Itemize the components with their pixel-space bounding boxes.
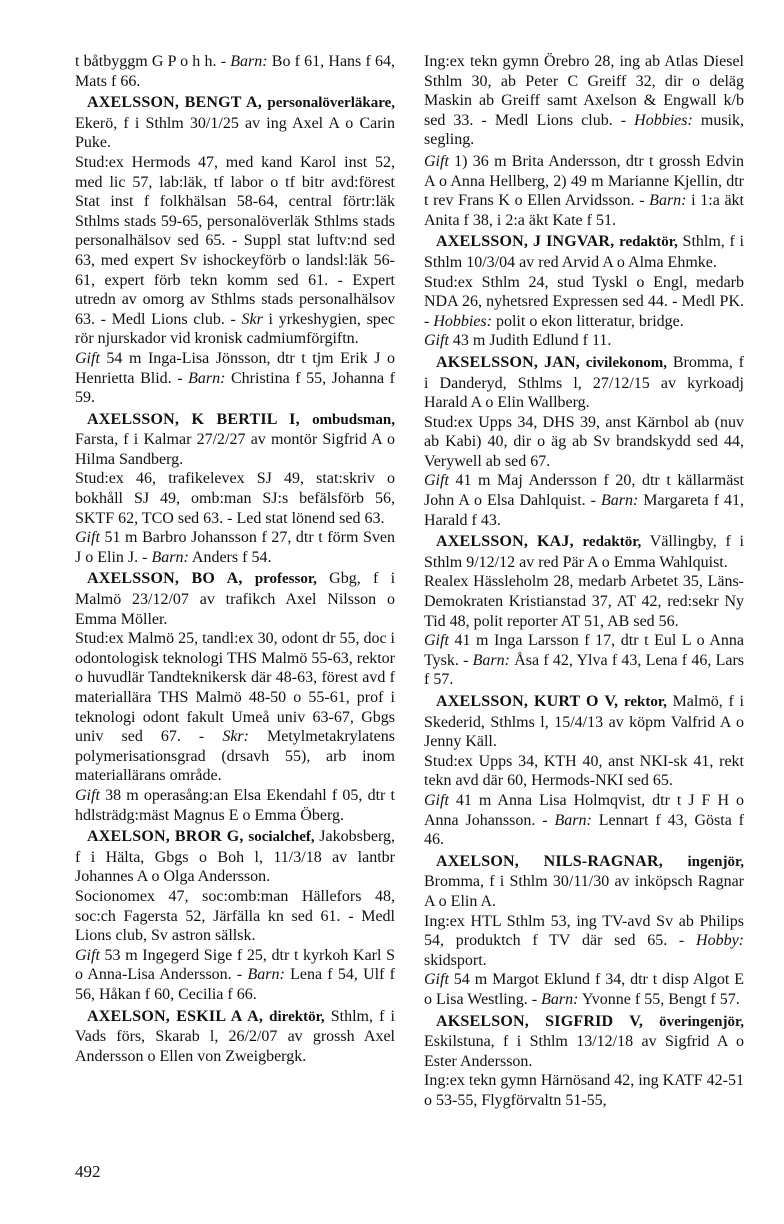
biography-entry [424, 532, 744, 690]
text-segment: t båtbyggm G P o h h. - [75, 53, 231, 70]
italic-label: Barn: [151, 548, 189, 566]
entry-heading [75, 93, 395, 153]
continued-text [75, 52, 395, 91]
entry-name: AKSELSON, SIGFRID V, [436, 1012, 644, 1030]
entry-name: AKSELSSON, JAN, [436, 353, 580, 371]
biography-entry [75, 93, 395, 408]
italic-label: Gift [75, 529, 100, 547]
text-segment: 54 m Margot Eklund f 34, dtr t disp Algot E o Lisa Westling. - [424, 971, 744, 1008]
entry-paragraph [424, 970, 744, 1009]
entry-heading [424, 532, 744, 572]
entry-paragraph [75, 786, 395, 825]
text-segment [663, 853, 688, 870]
italic-label: Gift [424, 332, 449, 350]
italic-label: Gift [75, 349, 100, 367]
entry-heading [75, 410, 395, 470]
biography-entry [75, 827, 395, 1004]
italic-label: Barn: [649, 192, 687, 210]
italic-label: Hobbies: [433, 312, 492, 330]
italic-label: Barn: [188, 369, 226, 387]
text-segment: Åsa f 42, Ylva f 43, Lena f 46, Lars f 57. [424, 651, 744, 689]
entry-name: AXELSON, BROR G, [87, 828, 244, 846]
text-segment [643, 1013, 659, 1030]
biography-entry [424, 692, 744, 850]
text-segment: Eskilstuna, f i Sthlm 13/12/18 av Sigfrid A o Ester Andersson. [424, 1033, 744, 1070]
text-segment: Christina f 55, Johanna f 59. [75, 369, 395, 407]
continued-text [424, 52, 744, 150]
entry-paragraph [424, 791, 744, 850]
italic-label: Skr [241, 310, 263, 328]
text-segment: Bromma, f i Sthlm 30/11/30 av inköpsch Ragnar A o Elin A. [424, 873, 744, 910]
entry-title: civilekonom, [585, 354, 668, 371]
entry-heading [424, 852, 744, 912]
page-number: 492 [75, 1162, 101, 1181]
entry-title: redaktör, [619, 234, 678, 251]
biography-entry [424, 232, 744, 351]
text-segment: 41 m Inga Larsson f 17, dtr t Eul L o Anna Tysk. - [424, 632, 744, 669]
entry-paragraph [424, 273, 744, 332]
italic-label: Gift [75, 786, 100, 804]
text-segment: i 1:a äkt Anita f 38, i 2:a äkt Kate f 51. [424, 192, 744, 229]
entry-paragraph [75, 349, 395, 408]
text-segment: Ing:ex tekn gymn Härnösand 42, ing KATF 42-51 o 53-55, Flygförvaltn 51-55, [424, 1072, 744, 1109]
biography-entry [75, 1007, 395, 1067]
text-segment: 53 m Ingegerd Sige f 25, dtr t kyrkoh Karl S o Anna-Lisa Andersson. - [75, 946, 395, 984]
italic-label: Gift [75, 946, 100, 964]
text-segment: Gbg, f i Malmö 23/12/07 av trafikch Axel Nilsson o Emma Möller. [75, 570, 396, 628]
entry-title: personalöverläkare, [267, 95, 395, 112]
biography-entry [75, 569, 395, 825]
text-segment: Lena f 54, Ulf f 56, Håkan f 60, Cecilia f 66. [75, 966, 395, 1003]
text-segment: Anders f 54. [188, 548, 272, 566]
entry-paragraph [75, 887, 395, 946]
text-segment: Sthlm, f i Vads förs, Skarab l, 26/2/07 av grossh Axel Andersson o Ellen von Zweigbergk. [75, 1007, 395, 1065]
text-segment: Jakobsberg, f i Hälta, Gbgs o Boh l, 11/3/18 av lantbr Johannes A o Olga Andersson. [75, 828, 395, 886]
text-segment: Ing:ex tekn gymn Örebro 28, ing ab Atlas Diesel Sthlm 30, ab Peter C Greiff 32, dir o deläg Maskin ab Greiff samt Axelson & Engwall k/b sed 33. - Medl Lions club. - [424, 53, 744, 129]
text-segment: Ing:ex HTL Sthlm 53, ing TV-avd Sv ab Philips 54, produktch f TV där sed 65. - [424, 912, 744, 950]
continued-text [424, 152, 744, 230]
text-segment: Vällingby, f i Sthlm 9/12/12 av red Pär A o Emma Wahlquist. [424, 533, 744, 571]
entry-paragraph [75, 153, 395, 349]
biography-entry [75, 410, 395, 568]
entry-name: AXELSSON, BO A, [87, 570, 243, 588]
text-segment: Stud:ex Upps 34, DHS 39, anst Kärnbol ab (nuv ab Kabi) 40, dir o äg ab Sv brandskydd sed 44, Verywell ab sed 67. [424, 413, 744, 470]
entry-name: AXELSSON, J INGVAR, [436, 233, 615, 251]
text-segment: Stud:ex Sthlm 24, stud Tyskl o Engl, medarb NDA 26, nyhetsred Expressen sed 44. - Medl PK. - [424, 273, 744, 330]
entry-paragraph [75, 469, 395, 528]
entry-title: ingenjör, [687, 853, 744, 870]
entry-paragraph [424, 331, 744, 351]
biography-entry [424, 1012, 744, 1111]
italic-label: Gift [424, 971, 449, 989]
entry-paragraph [424, 1071, 744, 1110]
italic-label: Barn: [541, 990, 579, 1008]
text-segment: 1) 36 m Brita Andersson, dtr t grossh Edvin A o Anna Hellberg, 2) 49 m Marianne Kjellin, dtr t rev Frans K o Ellen Arvidsson. - [424, 152, 744, 210]
text-segment: polit o ekon litteratur, bridge. [491, 312, 684, 330]
text-segment: 41 m Maj Andersson f 20, dtr t källarmäst John A o Elsa Dahlquist. - [424, 472, 744, 510]
entry-paragraph [75, 528, 395, 567]
entry-heading [75, 827, 395, 887]
text-segment: 41 m Anna Lisa Holmqvist, dtr t J F H o Anna Johansson. - [424, 791, 744, 829]
entry-paragraph [424, 631, 744, 690]
text-segment [300, 411, 312, 428]
italic-label: Hobby: [696, 932, 744, 950]
italic-label: Gift [424, 152, 449, 170]
entry-heading [424, 692, 744, 752]
entry-name: AXELSSON, K BERTIL I, [87, 410, 300, 428]
text-segment: 51 m Barbro Johansson f 27, dtr t förm Sven J o Elin J. - [75, 529, 395, 566]
entry-heading [75, 1007, 395, 1067]
italic-label: Skr: [222, 728, 249, 746]
text-segment: Malmö, f i Skederid, Sthlms l, 15/4/13 av köpm Valfrid A o Jenny Käll. [424, 693, 744, 751]
text-segment: Ekerö, f i Sthlm 30/1/25 av ing Axel A o Carin Puke. [75, 114, 395, 152]
text-segment: Sthlm, f i Sthlm 10/3/04 av red Arvid A o Alma Ehmke. [424, 233, 745, 271]
text-segment: Realex Hässleholm 28, medarb Arbetet 35, Läns-Demokraten Kristianstad 37, AT 42, red:sekr Ny Tid 48, polit reporter AT 51, AB sed 56. [424, 573, 744, 630]
entry-title: ombudsman, [312, 411, 396, 428]
italic-label: Gift [424, 791, 449, 809]
text-segment: Stud:ex Upps 34, KTH 40, anst NKI-sk 41, rekt tekn avd där 60, Hermods-NKI sed 65. [424, 752, 744, 790]
entry-title: överingenjör, [659, 1013, 745, 1030]
text-segment: Lennart f 43, Gösta f 46. [424, 811, 745, 849]
entry-heading [424, 232, 744, 272]
entry-title: redaktör, [582, 534, 642, 551]
entry-paragraph [75, 946, 395, 1005]
text-segment: 38 m operasång:an Elsa Ekendahl f 05, dtr t hdlsträdg:mäst Magnus E o Emma Öberg. [75, 786, 395, 824]
text-segment: Socionomex 47, soc:omb:man Hällefors 48, soc:ch Fagersta 52, Järfälla kn sed 61. - Medl Lions club, Sv astron sällsk. [75, 887, 395, 945]
text-segment: Bromma, f i Danderyd, Sthlms l, 27/12/15 av kyrkoadj Harald A o Elin Wallberg. [424, 353, 744, 412]
text-segment: 43 m Judith Edlund f 11. [448, 332, 612, 350]
entry-title: socialchef, [248, 829, 315, 846]
entry-name: AXELSON, NILS-RAGNAR, [436, 852, 663, 870]
text-segment: Yvonne f 55, Bengt f 57. [578, 990, 740, 1008]
italic-label: Barn: [230, 53, 268, 70]
text-segment: Stud:ex 46, trafikelevex SJ 49, stat:skriv o bokhåll SJ 49, omb:man SJ:s befälsförb 56, SKTF 62, TCO sed 63. - Led stat lönend sed 63. [75, 470, 395, 527]
text-segment [574, 533, 583, 550]
italic-label: Barn: [247, 966, 285, 984]
entry-title: direktör, [269, 1008, 325, 1025]
text-segment: Bo f 61, Hans f 64, Mats f 66. [75, 53, 396, 90]
italic-label: Gift [424, 632, 449, 650]
text-segment [243, 570, 255, 587]
entry-paragraph [424, 413, 744, 472]
entry-name: AXELSSON, KURT O V, [436, 693, 619, 710]
text-segment: Margareta f 41, Harald f 43. [424, 492, 744, 529]
text-segment: i yrkeshygien, spec rör njurskador vid kronisk cadmiumförgiftn. [75, 310, 396, 348]
text-segment: musik, segling. [424, 111, 745, 149]
text-segment: Metylmetakrylatens polymerisationsgrad (drsavh 55), arb inom materiallärans område. [75, 728, 395, 785]
text-segment: Stud:ex Malmö 25, tandl:ex 30, odont dr 55, doc i odontologisk teknologi THS Malmö 55-63, rektor o huvudlär Tandteknikersk där 48-63, förest avd f materiallära THS Malmö 48-50 o 55-61, prof i teknologi odont fakult Umeå univ 63-67, Gbgs univ sed 67. - [75, 630, 395, 746]
entry-heading [75, 569, 395, 629]
text-segment: skidsport. [424, 951, 487, 969]
entry-paragraph [424, 912, 744, 971]
entry-name: AXELSSON, KAJ, [436, 533, 574, 551]
entry-title: rektor, [623, 694, 667, 710]
entry-heading [424, 1012, 744, 1072]
text-segment: Stud:ex Hermods 47, med kand Karol inst 52, med lic 57, lab:läk, tf labor o tf bitr avd:förest Stat inst f folkhälsan 58-64, central förtr:läk Sthlms stads 59-65, personalöverläk Sthlms stads personalhälsov sed 65. - Suppl stat luftv:nd sed 63, med expert Sv ishockeyförb o landsl:läk 56-61, expert förb tekn komm sed 61. - Expert utredn av omorg av Sthlms stads personalhälsov 63. - Medl Lions club. - [75, 153, 395, 328]
entry-name: AXELSON, ESKIL A A, [87, 1007, 264, 1025]
right-column [424, 52, 744, 1112]
text-segment: Farsta, f i Kalmar 27/2/27 av montör Sigfrid A o Hilma Sandberg. [75, 431, 395, 468]
entry-name: AXELSSON, BENGT A, [87, 94, 262, 112]
italic-label: Barn: [472, 651, 510, 669]
entry-paragraph [424, 572, 744, 631]
biography-entry [424, 852, 744, 1010]
entry-paragraph [75, 629, 395, 786]
left-column [75, 52, 395, 1068]
italic-label: Gift [424, 472, 449, 490]
entry-paragraph [424, 471, 744, 530]
text-segment: 54 m Inga-Lisa Jönsson, dtr t tjm Erik J o Henrietta Blid. - [75, 349, 395, 387]
italic-label: Hobbies: [634, 111, 693, 129]
italic-label: Barn: [600, 492, 639, 510]
entry-title: professor, [254, 571, 317, 588]
entry-heading [424, 353, 744, 413]
biography-entry [424, 353, 744, 530]
italic-label: Barn: [554, 811, 592, 829]
entry-paragraph [424, 752, 744, 791]
